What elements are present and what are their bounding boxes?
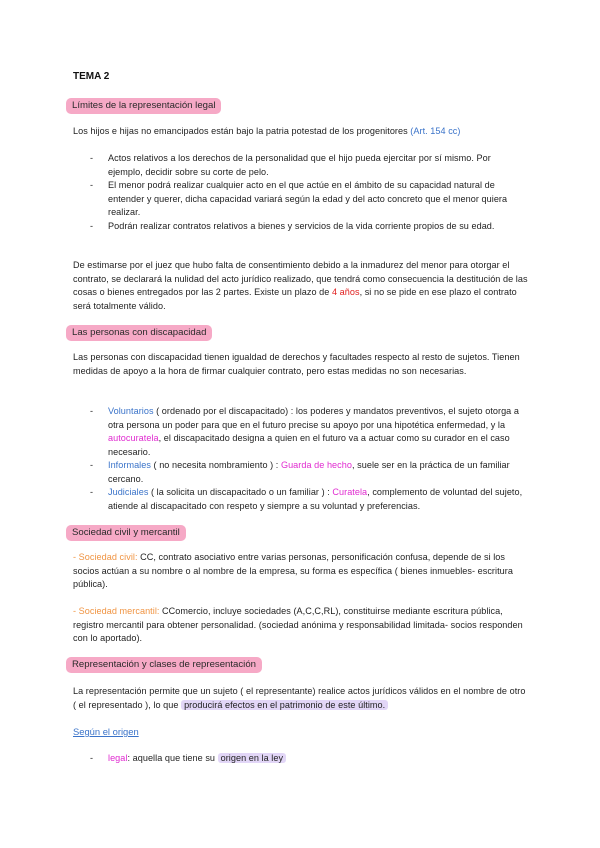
term-informales: Informales bbox=[108, 460, 151, 470]
list-item: - Voluntarios ( ordenado por el discapacitado) : los poderes y mandatos preventivos, el sujeto otorga a otra persona un poder para que en el futuro precise su apoyo por una hipotética enfermedad, y la autocuratela, el discapacitado designa a quien en el futuro va a actuar como su curador en el caso necesario. bbox=[73, 405, 528, 459]
sociedad-mercantil: - Sociedad mercantil: CComercio, incluye sociedades (A,C,C,RL), constituirse mediante escritura pública, registro mercantil para obtener personalidad. (sociedad anónima y responsabilidad limitada- socios responden con lo aportado). bbox=[73, 606, 523, 643]
document-title: TEMA 2 bbox=[73, 71, 110, 82]
origen-list bbox=[73, 752, 528, 766]
heading-discapacidad: Las personas con discapacidad bbox=[66, 325, 212, 341]
limites-intro: Los hijos e hijas no emancipados están bajo la patria potestad de los progenitores (Art. 154 cc) bbox=[73, 126, 461, 136]
highlight-efectos: producirá efectos en el patrimonio de este último. bbox=[181, 700, 388, 710]
list-item: - Informales ( no necesita nombramiento ) : Guarda de hecho, suele ser en la práctica de un familiar cercano. bbox=[73, 459, 528, 486]
term-sociedad-mercantil: - Sociedad mercantil: bbox=[73, 606, 160, 616]
list-item: - legal: aquella que tiene su origen en la ley bbox=[73, 752, 528, 766]
term-voluntarios: Voluntarios bbox=[108, 406, 154, 416]
term-legal: legal bbox=[108, 753, 128, 763]
discapacidad-list bbox=[73, 405, 528, 513]
discapacidad-intro: Las personas con discapacidad tienen igualdad de derechos y facultades respecto al resto de sujetos. Tienen medidas de apoyo a la hora de firmar cualquier contrato, pero estas medidas no son necesarias. bbox=[73, 352, 520, 376]
plazo-highlight: 4 años bbox=[331, 287, 360, 297]
term-curatela: Curatela bbox=[332, 487, 368, 497]
list-item: - Judiciales ( la solicita un discapacitado o un familiar ) : Curatela, complemento de voluntad del sujeto, atiende al discapacitado con respeto y siempre a su voluntad y preferencias. bbox=[73, 486, 528, 513]
term-autocuratela: autocuratela bbox=[108, 433, 159, 443]
list-item: - Podrán realizar contratos relativos a bienes y servicios de la vida corriente propios de su edad. bbox=[73, 220, 528, 234]
sociedad-civil: - Sociedad civil: CC, contrato asociativo entre varias personas, personificación confusa, depende de si los socios actúan a su nombre o al nombre de la empresa, su forma es específica ( bienes inmuebles- escritura pública). bbox=[73, 552, 513, 589]
heading-representacion: Representación y clases de representación bbox=[66, 657, 262, 673]
term-sociedad-civil: - Sociedad civil: bbox=[73, 552, 138, 562]
segun-origen-link[interactable]: Según el origen bbox=[73, 726, 139, 737]
term-judiciales: Judiciales bbox=[108, 487, 149, 497]
limites-list bbox=[73, 152, 528, 233]
article-reference: (Art. 154 cc) bbox=[410, 126, 461, 136]
highlight-origen: origen en la ley bbox=[218, 753, 286, 763]
representacion-paragraph: La representación permite que un sujeto ( el representante) realice actos jurídicos válidos en el nombre de otro ( el representado ), lo que producirá efectos en el patrimonio de este último. bbox=[73, 686, 526, 710]
heading-sociedad: Sociedad civil y mercantil bbox=[66, 525, 186, 541]
list-item: - Actos relativos a los derechos de la personalidad que el hijo pueda ejercitar por sí mismo. Por ejemplo, decidir sobre su corte de pelo. bbox=[73, 152, 528, 179]
term-guarda-de-hecho: Guarda de hecho bbox=[280, 460, 352, 470]
list-item: - El menor podrá realizar cualquier acto en el que actúe en el ámbito de su capacidad natural de entender y querer, dicha capacidad variará según la edad y del acto concreto que el menor quiera realizar. bbox=[73, 179, 528, 220]
heading-limites: Límites de la representación legal bbox=[66, 98, 221, 114]
limites-paragraph: De estimarse por el juez que hubo falta de consentimiento debido a la inmadurez del menor para otorgar el contrato, se declarará la nulidad del acto jurídico realizado, que tendrá como consecuencia la destitución de las cosas o bienes entregados por las 2 partes. Existe un plazo de 4 años, si no se pide en ese plazo el contrato será totalmente válido. bbox=[73, 260, 528, 311]
